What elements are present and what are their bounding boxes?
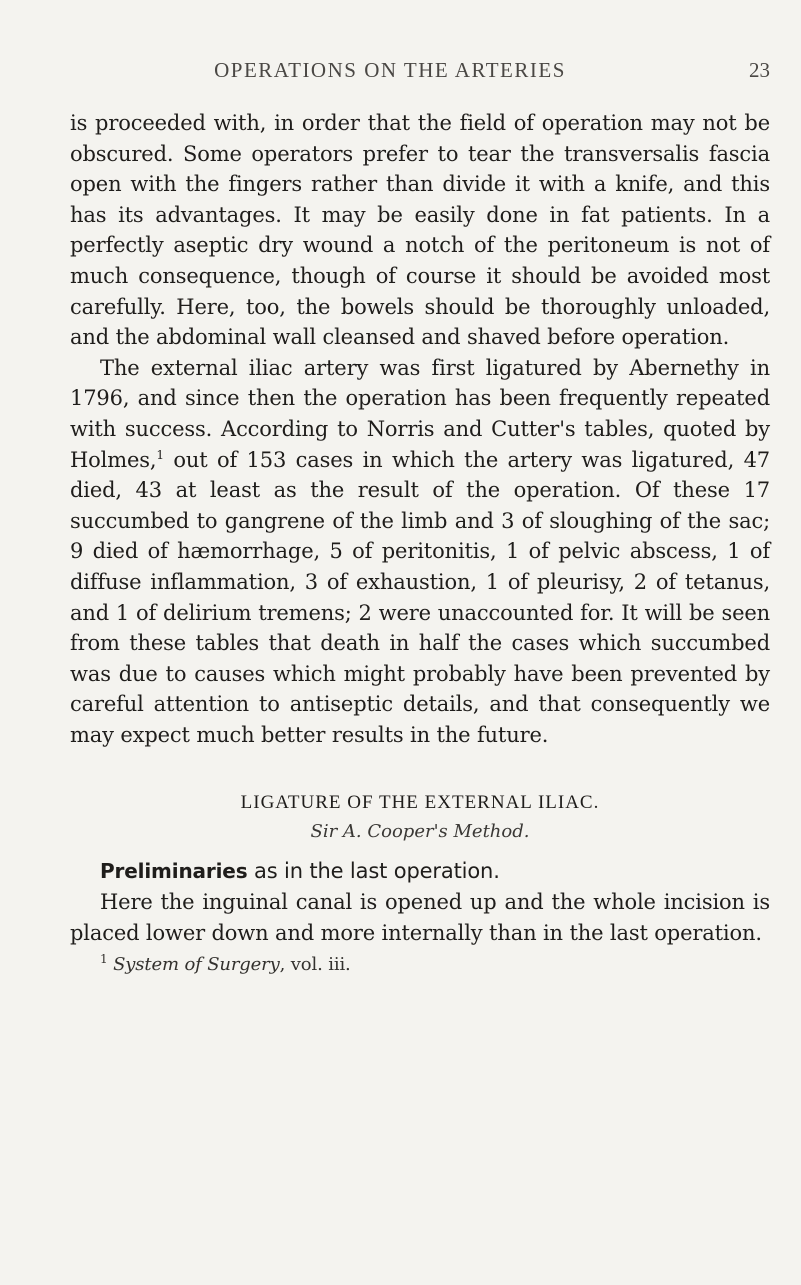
section-subtitle: Sir A. Cooper's Method.	[310, 821, 530, 843]
preliminaries-line	[70, 856, 770, 887]
running-title: OPERATIONS ON THE ARTERIES	[214, 58, 566, 82]
paragraph-inguinal-canal: Here the inguinal canal is opened up and the whole incision is placed lower down and more internally than in the last operation.	[70, 890, 770, 945]
body-text	[70, 108, 770, 978]
running-head	[70, 58, 770, 88]
page-number: 23	[749, 58, 770, 82]
footnote	[70, 952, 770, 978]
footnote-text: , vol. iii.	[279, 954, 351, 976]
paragraph-continuation: is proceeded with, in order that the field of operation may not be obscured. Some operators prefer to tear the transversalis fascia open with the fingers rather than divide it with a knife, and this has its advantages. It may be easily done in fat patients. In a perfectly aseptic dry wound a notch of the peritoneum is not of much consequence, though of course it should be avoided most carefully. Here, too, the bowels should be thoroughly unloaded, and the abdominal wall cleansed and shaved before operation.	[70, 111, 770, 350]
paragraph-text-part: out of 153 cases in which the artery was ligatured, 47 died, 43 at least as the result of the operation. Of these 17 succumbed to gangrene of the limb and 3 of sloughing of the sac; 9 died of hæmorrhage, 5 of peritonitis, 1 of pelvic abscess, 1 of diffuse inflammation, 3 of exhaustion, 1 of pleurisy, 2 of tetanus, and 1 of delirium tremens; 2 were unaccounted for. It will be seen from these tables that death in half the cases which succumbed was due to causes which might probably have been prevented by careful attention to antiseptic details, and that consequently we may expect much better results in the future.	[70, 447, 770, 747]
paragraph-external-iliac-history	[70, 353, 770, 751]
preliminaries-label: Preliminaries	[100, 859, 248, 884]
paragraph-text-part: The external iliac artery was first ligatured by Abernethy in 1796, and since then the operation has been frequently repeated with success. According to Norris and Cutter's tables, quoted by Holmes,	[70, 355, 770, 472]
footnote-title: System of Surgery	[113, 954, 280, 976]
section-title: LIGATURE OF THE EXTERNAL ILIAC.	[240, 792, 600, 814]
preliminaries-text: as in the last operation.	[247, 859, 500, 884]
footnote-reference: 1	[156, 447, 164, 462]
footnote-marker: 1	[100, 952, 108, 967]
